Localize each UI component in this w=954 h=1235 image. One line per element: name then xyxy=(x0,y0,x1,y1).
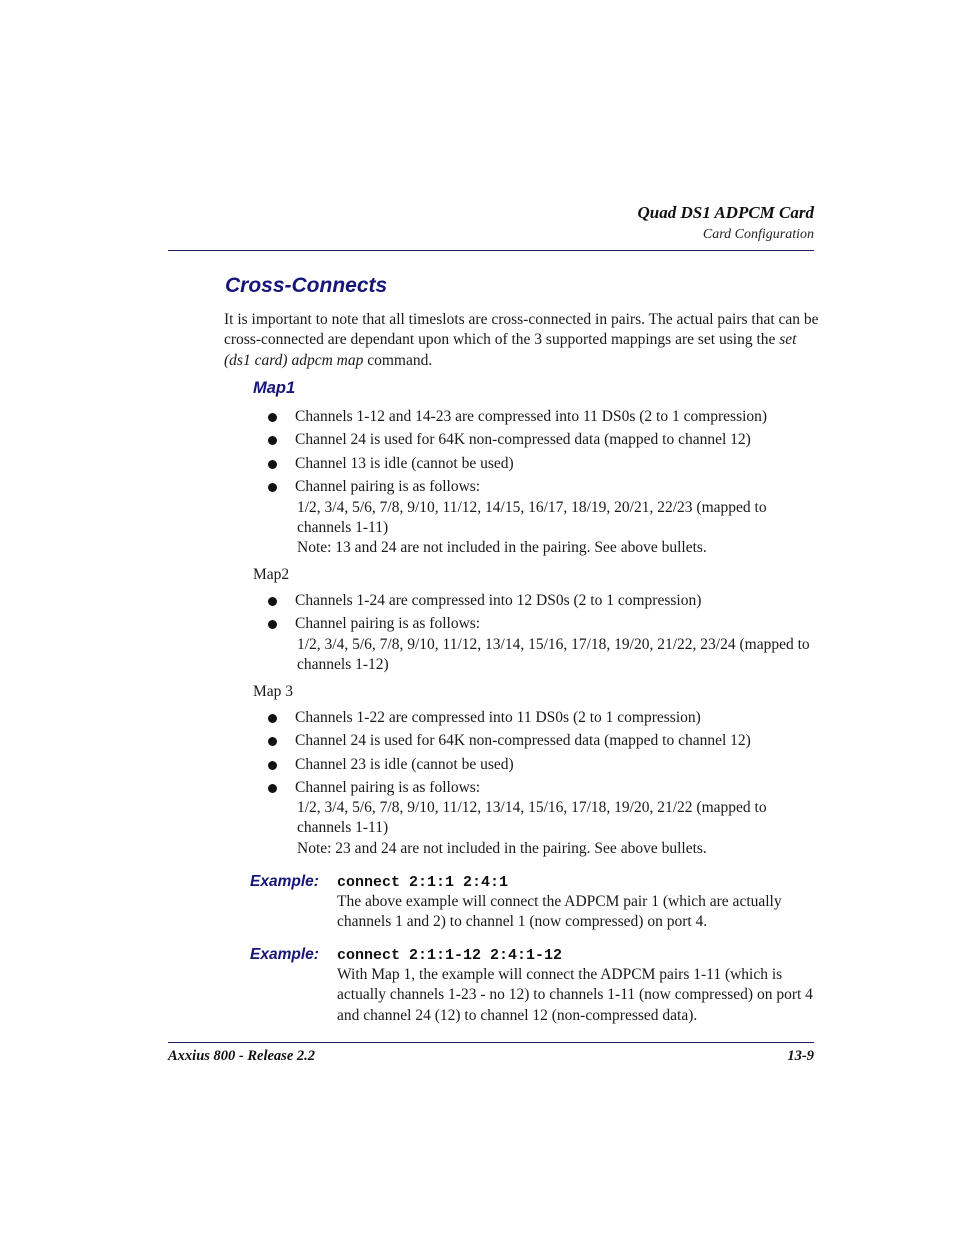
footer-page-number: 13-9 xyxy=(787,1048,814,1064)
map3-note: Note: 23 and 24 are not included in the pairing. See above bullets. xyxy=(297,840,707,857)
map2-pairing: 1/2, 3/4, 5/6, 7/8, 9/10, 11/12, 13/14, 15/16, 17/18, 19/20, 21/22, 23/24 (mapped to channels 1-12) xyxy=(297,636,810,674)
footer-document-title: Axxius 800 - Release 2.2 xyxy=(168,1048,316,1064)
running-header-title: Quad DS1 ADPCM Card xyxy=(637,203,814,222)
bullet-icon xyxy=(268,784,277,793)
footer-rule xyxy=(168,1042,814,1043)
section-title: Cross-Connects xyxy=(225,274,388,297)
map3-pairing: 1/2, 3/4, 5/6, 7/8, 9/10, 11/12, 13/14, 15/16, 17/18, 19/20, 21/22 (mapped to channels 1-11) xyxy=(297,799,767,837)
map2-heading: Map2 xyxy=(253,566,290,583)
bullet-icon xyxy=(268,737,277,746)
bullet-icon xyxy=(268,761,277,770)
example-2-code: connect 2:1:1-12 2:4:1-12 xyxy=(337,947,563,964)
bullet-icon xyxy=(268,460,277,469)
intro-paragraph xyxy=(224,310,820,371)
map2-bullet-1: Channels 1-24 are compressed into 12 DS0s (2 to 1 compression) xyxy=(295,592,702,609)
example-2-label: Example: xyxy=(250,946,319,963)
intro-command: set (ds1 card) adpcm map xyxy=(224,331,797,369)
header-rule xyxy=(168,250,814,251)
map3-bullet-1: Channels 1-22 are compressed into 11 DS0s (2 to 1 compression) xyxy=(295,709,701,726)
running-header-subtitle: Card Configuration xyxy=(702,227,814,242)
map1-bullet-1: Channels 1-12 and 14-23 are compressed into 11 DS0s (2 to 1 compression) xyxy=(295,408,768,425)
bullet-icon xyxy=(268,436,277,445)
map2-bullet-2: Channel pairing is as follows: xyxy=(295,615,481,632)
map3-bullet-3: Channel 23 is idle (cannot be used) xyxy=(295,756,514,773)
bullet-icon xyxy=(268,413,277,422)
map1-heading: Map1 xyxy=(253,379,296,397)
map1-bullet-4: Channel pairing is as follows: xyxy=(295,478,481,495)
example-1-description: The above example will connect the ADPCM pair 1 (which are actually channels 1 and 2) to channel 1 (now compressed) on port 4. xyxy=(337,893,782,931)
map3-bullet-2: Channel 24 is used for 64K non-compressed data (mapped to channel 12) xyxy=(295,732,751,749)
map3-bullet-4: Channel pairing is as follows: xyxy=(295,779,481,796)
bullet-icon xyxy=(268,597,277,606)
example-1-label: Example: xyxy=(250,873,319,890)
example-2-description: With Map 1, the example will connect the ADPCM pairs 1-11 (which is actually channels 1-23 - no 12) to channels 1-11 (now compressed) on port 4 and channel 24 (12) to channel 12 (non-compressed data). xyxy=(337,966,813,1024)
map1-bullet-3: Channel 13 is idle (cannot be used) xyxy=(295,455,514,472)
bullet-icon xyxy=(268,620,277,629)
map1-bullet-2: Channel 24 is used for 64K non-compressed data (mapped to channel 12) xyxy=(295,431,751,448)
bullet-icon xyxy=(268,714,277,723)
bullet-icon xyxy=(268,483,277,492)
map1-note: Note: 13 and 24 are not included in the pairing. See above bullets. xyxy=(297,539,707,556)
intro-text-before: It is important to note that all timeslots are cross-connected in pairs. The actual pairs that can be cross-connected are dependant upon which of the 3 supported mappings are set using the xyxy=(224,311,819,349)
intro-text-after: command. xyxy=(363,351,433,369)
map3-heading: Map 3 xyxy=(253,683,294,700)
map1-pairing: 1/2, 3/4, 5/6, 7/8, 9/10, 11/12, 14/15, 16/17, 18/19, 20/21, 22/23 (mapped to channels 1-11) xyxy=(297,499,767,537)
example-1-code: connect 2:1:1 2:4:1 xyxy=(337,874,509,891)
